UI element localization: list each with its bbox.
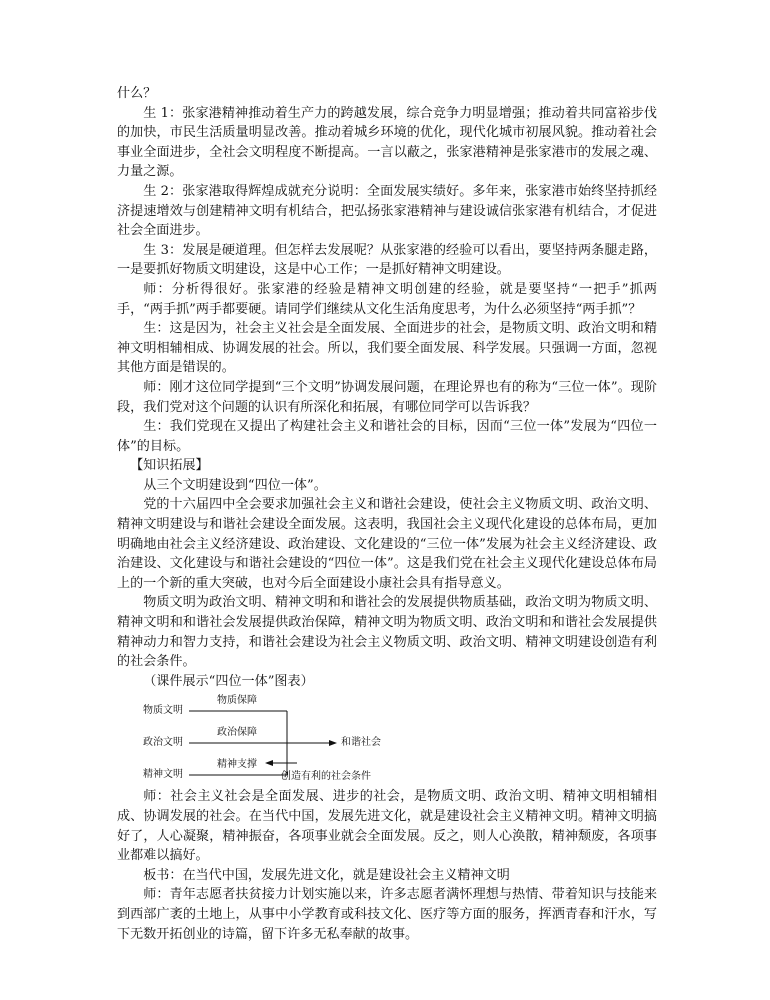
diagram-lines bbox=[117, 691, 657, 787]
paragraph-diagram-caption: （课件展示“四位一体”图表） bbox=[143, 673, 314, 689]
paragraph-teacher-3: 师：社会主义社会是全面发展、进步的社会，是物质文明、政治文明、精神文明相辅相成、协调发展的社会。在当代中国，发展先进文化，就是建设社会主义精神文明。精神文明搞好了，人心凝聚，精神振奋，各项事业就会全面发展。反之，则人心涣散，精神颓废，各项事业都难以搞好。 bbox=[117, 789, 657, 864]
label-material-guarantee: 物质保障 bbox=[217, 695, 257, 707]
section-heading-knowledge-extension: 【知识拓展】 bbox=[130, 458, 209, 474]
label-political-civilization: 政治文明 bbox=[143, 737, 183, 749]
paragraph-student-1: 生 1：张家港精神推动着生产力的跨越发展，综合竞争力明显增强；推动着共同富裕步伐的加快，市民生活质量明显改善。推动着城乡环境的优化，现代化城市初展风貌。推动着社会事业全面进步，全社会文明程度不断提高。一言以蔽之，张家港精神是张家港市的发展之魂、力量之源。 bbox=[117, 105, 657, 180]
paragraph-student-2: 生 2：张家港取得辉煌成就充分说明：全面发展实绩好。多年来，张家港市始终坚持抓经济提速增效与创建精神文明有机结合，把弘扬张家港精神与建设诚信张家港有机结合，才促进社会全面进步。 bbox=[117, 183, 657, 239]
paragraph-extension-2: 物质文明为政治文明、精神文明和和谐社会的发展提供物质基础，政治文明为物质文明、精神文明和和谐社会发展提供政治保障，精神文明为物质文明、政治文明和和谐社会发展提供精神动力和智力支持，和谐社会建设为社会主义物质文明、政治文明、精神文明建设创造有利的社会条件。 bbox=[117, 595, 657, 670]
paragraph-student-3: 生 3：发展是硬道理。但怎样去发展呢？从张家港的经验可以看出，要坚持两条腿走路，一是要抓好物质文明建设，这是中心工作；一是抓好精神文明建设。 bbox=[117, 242, 657, 278]
paragraph-teacher-4: 师：青年志愿者扶贫接力计划实施以来，许多志愿者满怀理想与热情、带着知识与技能来到西部广袤的土地上，从事中小学教育或科技文化、医疗等方面的服务，挥洒青春和汗水，写下无数开拓创业的诗篇，留下许多无私奉献的故事。 bbox=[117, 887, 657, 942]
four-in-one-diagram bbox=[117, 691, 657, 787]
label-harmonious-society: 和谐社会 bbox=[341, 737, 381, 749]
paragraph-student-5: 生：我们党现在又提出了构建社会主义和谐社会的目标，因而“三位一体”发展为“四位一体”的目标。 bbox=[117, 419, 657, 454]
paragraph-teacher-1: 师：分析得很好。张家港的经验是精神文明创建的经验，就是要坚持“一把手”抓两手，“两手抓”两手都要硬。请同学们继续从文化生活角度思考，为什么必须坚持“两手抓”？ bbox=[117, 281, 657, 317]
paragraph-extension-title: 从三个文明建设到“四位一体”。 bbox=[143, 477, 327, 493]
label-spiritual-support: 精神支撑 bbox=[217, 759, 257, 771]
paragraph-student-4: 生：这是因为，社会主义社会是全面发展、全面进步的社会，是物质文明、政治文明和精神文明相辅相成、协调发展的社会。所以，我们要全面发展、科学发展。只强调一方面，忽视其他方面是错误的。 bbox=[117, 321, 657, 376]
paragraph-blackboard: 板书：在当代中国，发展先进文化，就是建设社会主义精神文明 bbox=[143, 867, 510, 883]
paragraph-continuation: 什么？ bbox=[117, 86, 157, 101]
paragraph-teacher-2: 师：刚才这位同学提到“三个文明”协调发展问题，在理论界也有的称为“三位一体”。现阶段，我们党对这个问题的认识有所深化和拓展，有哪位同学可以告诉我？ bbox=[117, 379, 657, 415]
label-political-guarantee: 政治保障 bbox=[217, 727, 257, 739]
paragraph-extension-1: 党的十六届四中全会要求加强社会主义和谐社会建设，使社会主义物质文明、政治文明、精神文明建设与和谐社会建设全面发展。这表明，我国社会主义现代化建设的总体布局，更加明确地由社会主义经济建设、政治建设、文化建设的“三位一体”发展为社会主义经济建设、政治建设、文化建设与和谐社会建设的“四位一体”。这是我们党在社会主义现代化建设总体布局上的一个新的重大突破，也对今后全面建设小康社会具有指导意义。 bbox=[117, 497, 657, 591]
document-page bbox=[117, 84, 657, 944]
label-spiritual-civilization: 精神文明 bbox=[143, 769, 183, 781]
label-favorable-conditions: 创造有利的社会条件 bbox=[281, 771, 371, 783]
label-material-civilization: 物质文明 bbox=[143, 705, 183, 717]
